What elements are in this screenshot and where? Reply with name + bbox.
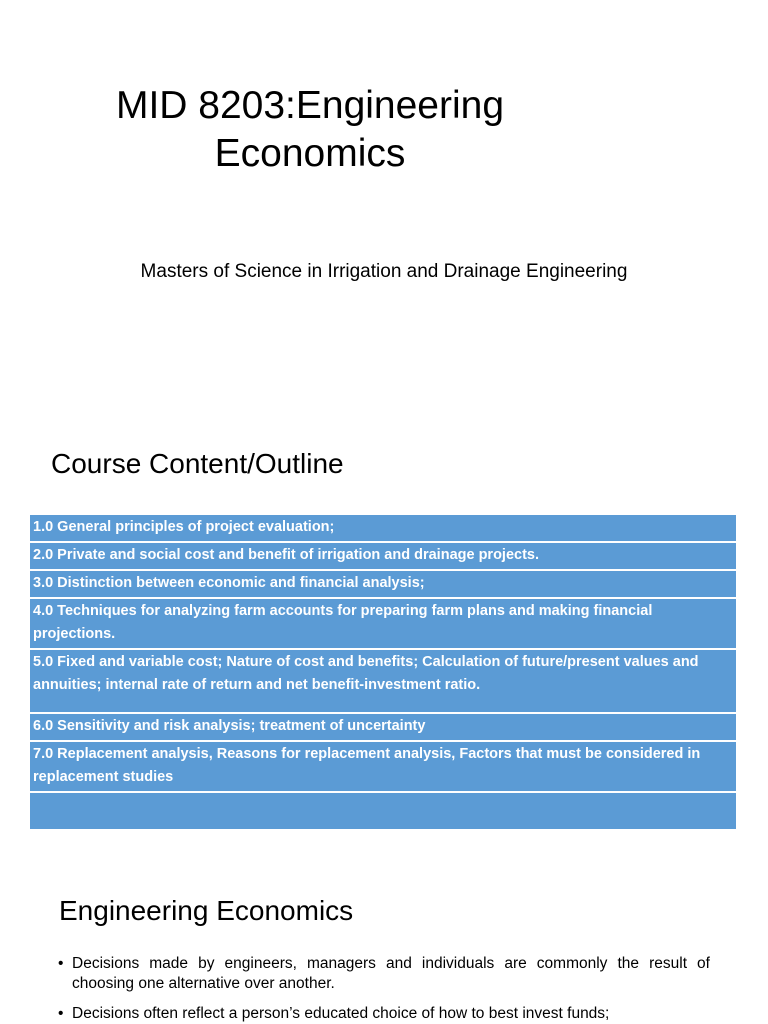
engineering-economics-slide (0, 862, 768, 1024)
bullet-list (58, 954, 710, 1024)
bullet-text: Decisions made by engineers, managers and individuals are commonly the result of choosing one alternative over another. (72, 955, 710, 992)
title-slide (0, 0, 768, 410)
outline-row-empty (30, 792, 736, 829)
bullet-icon: • (58, 1005, 64, 1022)
course-title: MID 8203:Engineering Economics (115, 84, 505, 175)
outline-item: 5.0 Fixed and variable cost; Nature of cost and benefits; Calculation of future/present values and annuities; internal rate of return and net benefit-investment ratio. (30, 649, 736, 713)
outline-row (30, 542, 736, 570)
outline-item: 6.0 Sensitivity and risk analysis; treatment of uncertainty (30, 713, 736, 741)
outline-item: 3.0 Distinction between economic and financial analysis; (30, 570, 736, 598)
outline-item: 1.0 General principles of project evaluation; (30, 515, 736, 542)
outline-item (30, 792, 736, 829)
bullet-icon: • (58, 955, 64, 972)
outline-item: 2.0 Private and social cost and benefit of irrigation and drainage projects. (30, 542, 736, 570)
course-outline-table (30, 515, 736, 829)
outline-item: 7.0 Replacement analysis, Reasons for replacement analysis, Factors that must be considered in replacement studies (30, 741, 736, 792)
bullet-item (58, 954, 710, 994)
program-subtitle: Masters of Science in Irrigation and Drainage Engineering (140, 261, 628, 282)
outline-row (30, 741, 736, 792)
outline-row (30, 515, 736, 542)
outline-row (30, 649, 736, 713)
outline-row (30, 713, 736, 741)
outline-row (30, 570, 736, 598)
outline-heading: Course Content/Outline (51, 448, 344, 479)
bullet-text: Decisions often reflect a person’s educated choice of how to best invest funds; (72, 1005, 610, 1022)
section-heading: Engineering Economics (59, 895, 354, 926)
course-outline-slide (0, 416, 768, 856)
bullet-item (58, 1004, 710, 1024)
outline-row (30, 598, 736, 649)
outline-item: 4.0 Techniques for analyzing farm accounts for preparing farm plans and making financial projections. (30, 598, 736, 649)
